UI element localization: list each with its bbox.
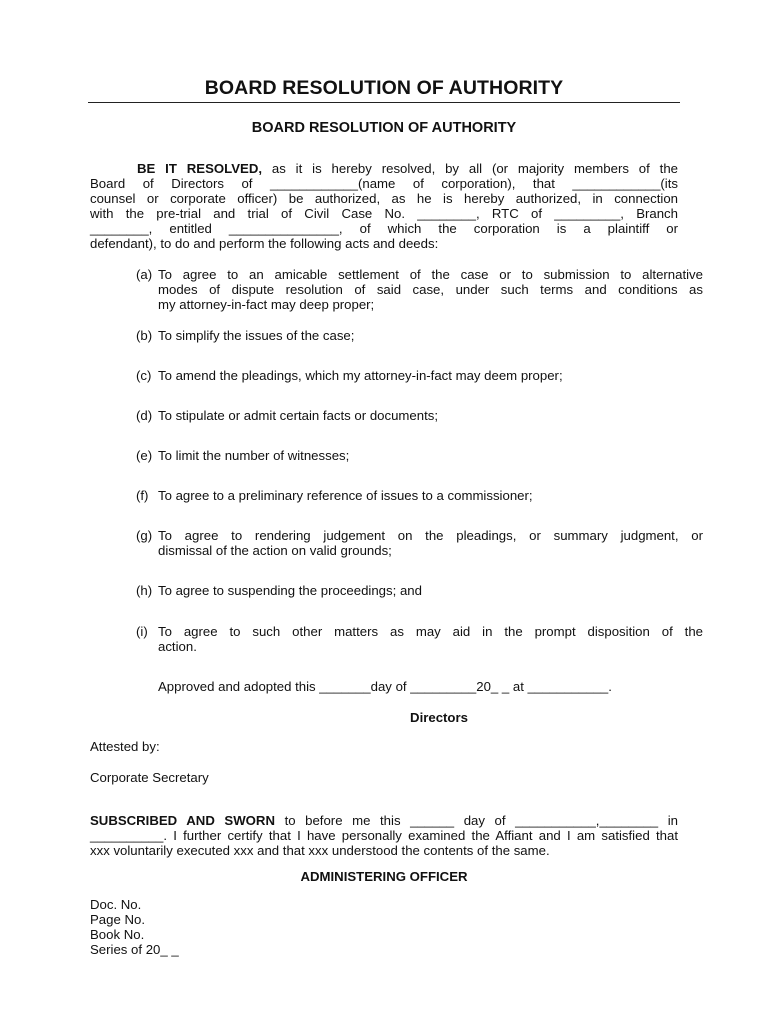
jurat-line-3: xxx voluntarily executed xxx and that xxx understood the contents of the same. bbox=[90, 843, 550, 859]
document-page: BOARD RESOLUTION OF AUTHORITY BOARD RESOLUTION OF AUTHORITY BE IT RESOLVED, as it is hereby resolved, by all (or majority members of the Board of Directors of ____________(name of corporation), that ____________(its counsel or corporate officer) be authorized, as he is hereby authorized, in connection with the pre-trial and trial of Civil Case No. ________, RTC of _________, Branch ________, entitled _______________, of which the corporation is a plaintiff or defendant), to do and perform the following acts and deeds: (a) To agree to an amicable settlement of the case or to submission to alternative modes of dispute resolution of said case, under such terms and conditions as my attorney-in-fact may deep proper; (b) To simplify the issues of the case; (c) To amend the pleadings, which my attorney-in-fact may deem proper; (d) To stipulate or admit certain facts or documents; (e) To limit the number of witnesses; (f) To agree to a preliminary reference of issues to a commissioner; (g) To agree to rendering judgement on the pleadings, or summary judgment, or dismissal of the action on valid grounds; (h) To agree to suspending the proceedings; and (i) To agree to such other matters as may aid in the prompt disposition of the action. Approved and adopted this _______day of _________20_ _ at ___________. Directors Attested by: Corporate Secretary SUBSCRIBED AND SWORN to before me this ______ day of ___________,________ in __________. I further certify that I have personally examined the Affiant and I am satisfied that xxx voluntarily executed xxx and that xxx understood the contents of the same. ADMINISTERING OFFICER Doc. No. Page No. Book No. Series of 20_ _ bbox=[0, 0, 768, 1024]
resolution-line-4: with the pre-trial and trial of Civil Case No. ________, RTC of _________, Branch bbox=[90, 206, 678, 222]
corporate-secretary-label: Corporate Secretary bbox=[90, 770, 209, 785]
item-label: (i) bbox=[136, 624, 148, 639]
resolution-line-3: counsel or corporate officer) be authorized, as he is hereby authorized, in connection bbox=[90, 191, 678, 207]
doc-no-label: Doc. No. bbox=[90, 897, 142, 912]
book-no-label: Book No. bbox=[90, 927, 145, 943]
item-label: (b) bbox=[136, 328, 153, 343]
jurat-line-2: __________. I further certify that I have personally examined the Affiant and I am satisfied that bbox=[90, 828, 678, 844]
document-subtitle: BOARD RESOLUTION OF AUTHORITY bbox=[251, 120, 517, 136]
page-no-label: Page No. bbox=[90, 912, 145, 928]
document-title: BOARD RESOLUTION OF AUTHORITY bbox=[204, 77, 564, 99]
item-label: (f) bbox=[136, 488, 149, 503]
notarial-register bbox=[90, 897, 179, 957]
resolution-paragraph bbox=[90, 161, 678, 252]
series-label: Series of 20_ _ bbox=[90, 942, 179, 958]
item-label: (c) bbox=[136, 368, 152, 383]
resolution-line-1: BE IT RESOLVED, as it is hereby resolved, by all (or majority members of the bbox=[137, 161, 678, 176]
resolution-line-2: Board of Directors of ____________(name of corporation), that ____________(its bbox=[90, 176, 678, 192]
jurat-line-1: SUBSCRIBED AND SWORN to before me this ______ day of ___________,________ in bbox=[90, 813, 678, 828]
item-label: (d) bbox=[136, 408, 153, 423]
item-label: (g) bbox=[136, 528, 153, 543]
subscribed-sworn-lead: SUBSCRIBED AND SWORN bbox=[90, 813, 275, 828]
attested-by-label: Attested by: bbox=[90, 739, 160, 754]
resolution-line-5: ________, entitled _______________, of which the corporation is a plaintiff or bbox=[90, 221, 678, 237]
title-divider bbox=[88, 102, 680, 103]
item-label: (h) bbox=[136, 583, 153, 598]
administering-officer-label: ADMINISTERING OFFICER bbox=[300, 869, 468, 884]
directors-label: Directors bbox=[410, 710, 468, 725]
approved-line: Approved and adopted this _______day of _________20_ _ at ___________. bbox=[158, 679, 612, 694]
item-label: (e) bbox=[136, 448, 153, 463]
be-it-resolved-lead: BE IT RESOLVED, bbox=[137, 161, 263, 176]
item-label: (a) bbox=[136, 267, 153, 282]
jurat-paragraph bbox=[90, 813, 678, 858]
resolution-line-6: defendant), to do and perform the following acts and deeds: bbox=[90, 236, 439, 252]
